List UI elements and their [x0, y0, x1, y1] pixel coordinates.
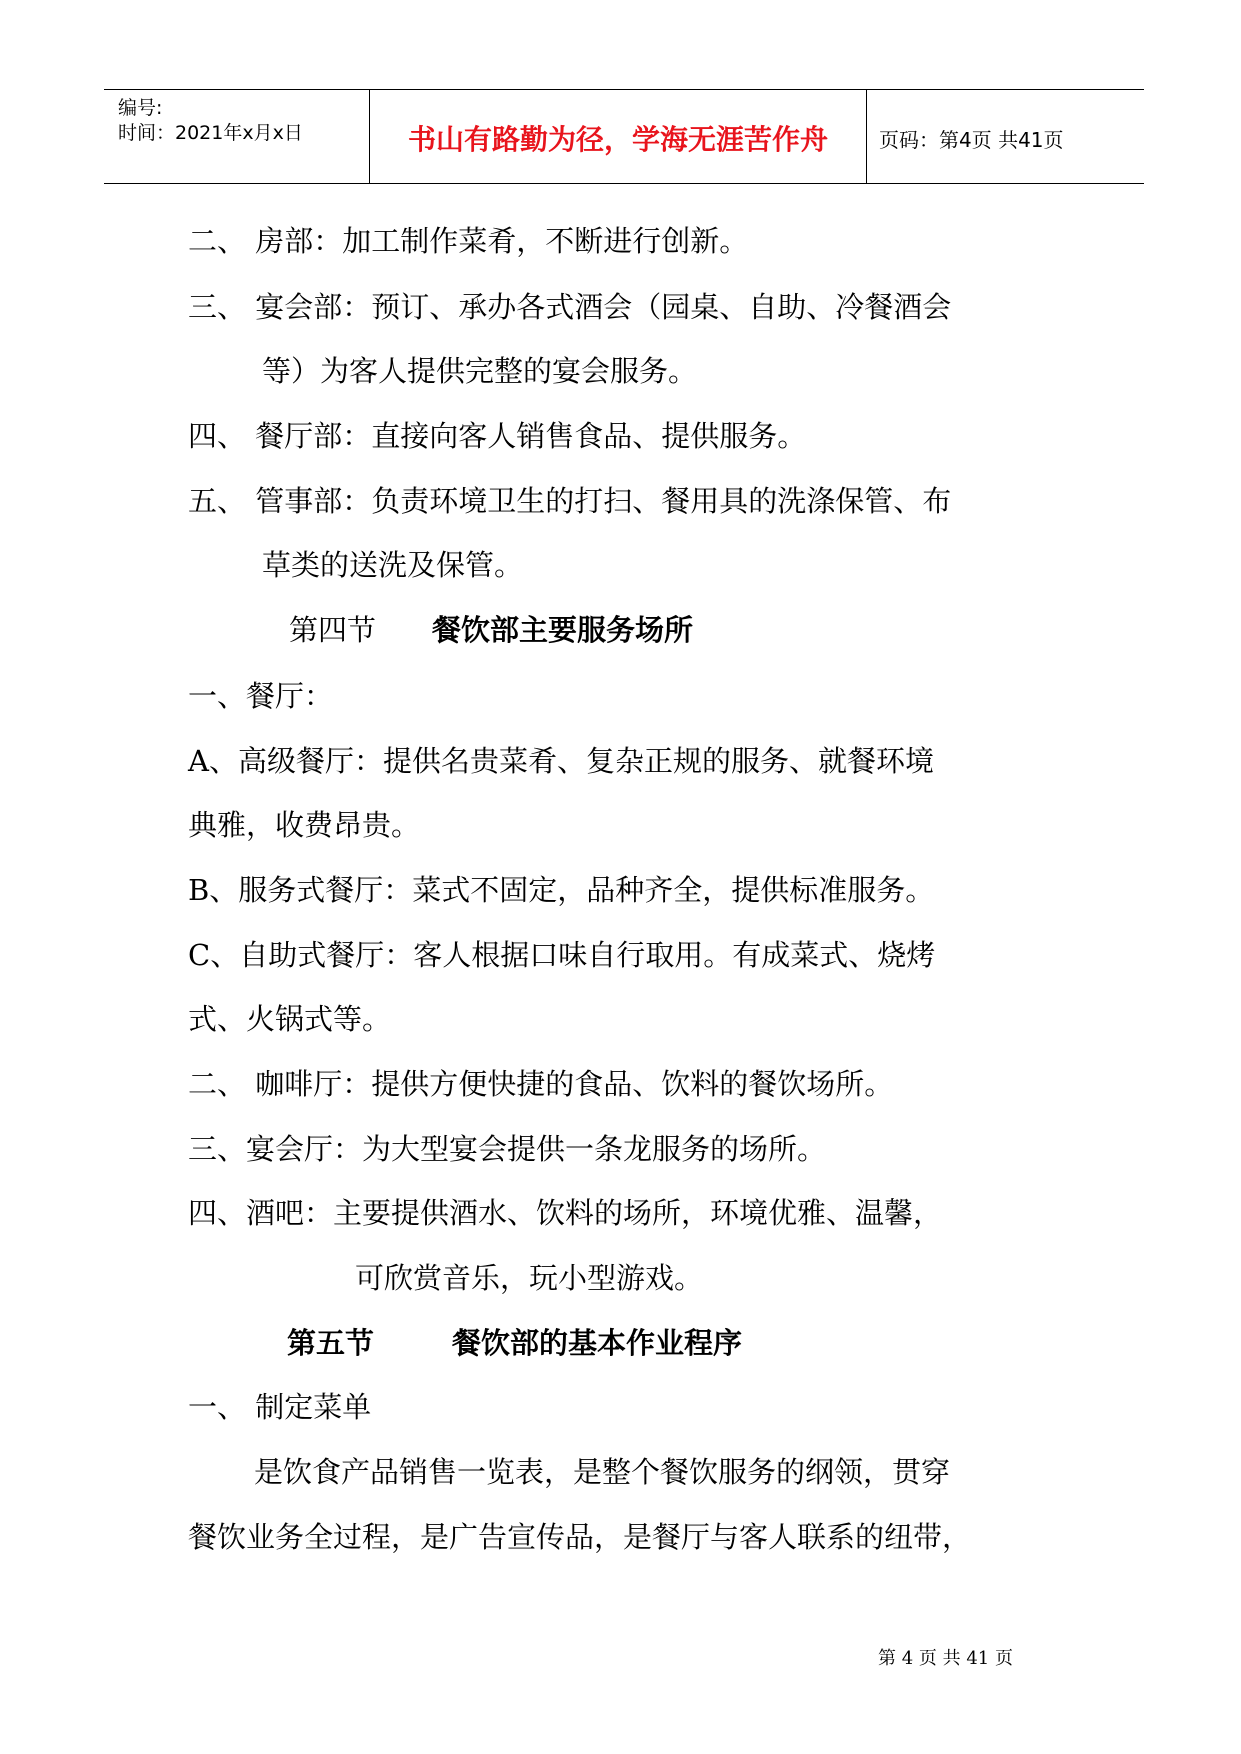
step-line-1: 一、 制定菜单 — [188, 1390, 372, 1424]
time-label: 时间：2021年x月x日 — [118, 122, 303, 144]
venue-line-1b: B、服务式餐厅：菜式不固定，品种齐全，提供标准服务。 — [188, 873, 935, 907]
header-page-cell — [867, 90, 1144, 183]
venue-line-3: 三、宴会厅：为大型宴会提供一条龙服务的场所。 — [188, 1132, 827, 1166]
page-footer: 第 4 页 共 41 页 — [878, 1648, 1013, 1669]
dept-line-5b: 草类的送洗及保管。 — [262, 548, 524, 582]
venue-line-2: 二、 咖啡厅：提供方便快捷的食品、饮料的餐饮场所。 — [188, 1067, 894, 1101]
section-5-number: 第五节 — [287, 1326, 375, 1360]
dept-line-3b: 等）为客人提供完整的宴会服务。 — [262, 354, 698, 388]
venue-line-4b: 可欣赏音乐，玩小型游戏。 — [355, 1261, 704, 1295]
venue-line-1c-a: C、自助式餐厅：客人根据口味自行取用。有成菜式、烧烤 — [188, 938, 936, 972]
paragraph-line-2: 餐饮业务全过程，是广告宣传品，是餐厅与客人联系的纽带， — [188, 1520, 972, 1554]
dept-line-3a: 三、 宴会部：预订、承办各式酒会（园桌、自助、冷餐酒会 — [188, 290, 952, 324]
venue-line-1: 一、餐厅： — [188, 679, 334, 713]
motto: 书山有路勤为径，学海无涯苦作舟 — [407, 123, 828, 156]
dept-line-5a: 五、 管事部：负责环境卫生的打扫、餐用具的洗涤保管、布 — [188, 484, 952, 518]
venue-line-1a-a: A、高级餐厅：提供名贵菜肴、复杂正规的服务、就餐环境 — [188, 744, 934, 778]
header-motto-cell — [370, 90, 867, 183]
section-4-title: 餐饮部主要服务场所 — [432, 613, 694, 647]
section-4-number: 第四节 — [289, 613, 377, 647]
serial-label: 编号: — [118, 97, 163, 119]
header-page-info: 页码：第4页 共41页 — [879, 128, 1064, 152]
paragraph-line-1: 是饮食产品销售一览表，是整个餐饮服务的纲领，贯穿 — [254, 1455, 951, 1489]
dept-line-2: 二、 房部：加工制作菜肴，不断进行创新。 — [188, 224, 749, 258]
venue-line-4a: 四、酒吧：主要提供酒水、饮料的场所，环境优雅、温馨， — [188, 1196, 943, 1230]
dept-line-4: 四、 餐厅部：直接向客人销售食品、提供服务。 — [188, 419, 807, 453]
header-left-cell — [104, 90, 370, 183]
section-5-title: 餐饮部的基本作业程序 — [452, 1326, 743, 1360]
venue-line-1a-b: 典雅，收费昂贵。 — [188, 808, 421, 842]
venue-line-1c-b: 式、火锅式等。 — [188, 1002, 392, 1036]
page-header — [104, 89, 1144, 184]
